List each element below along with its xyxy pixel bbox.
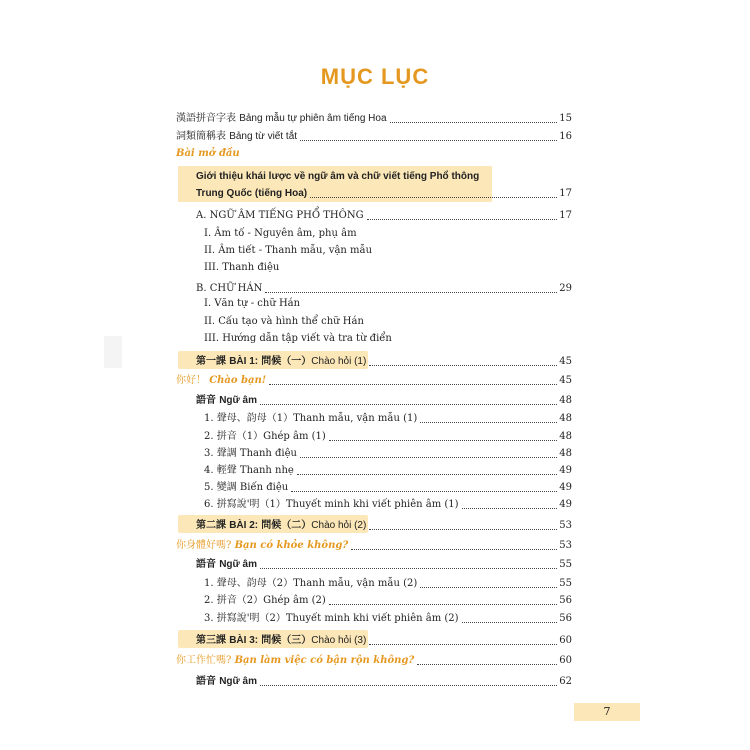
- entry-vietnamese: Bảng từ viết tắt: [229, 131, 298, 142]
- lesson-title-vn: Chào hỏi (2): [311, 520, 367, 531]
- dot-leader: [329, 440, 557, 441]
- toc-subentry[interactable]: [204, 462, 572, 478]
- dot-leader: [300, 457, 557, 458]
- page-ref: 16: [559, 131, 572, 142]
- lesson-title-vn: Chào hỏi (1): [311, 356, 367, 367]
- text-title-cn: 你工作忙嗎?: [176, 655, 232, 666]
- lesson-title-cn: 問候（二）: [261, 520, 312, 531]
- text-title-vn: Bạn làm việc có bận rộn không?: [234, 655, 415, 666]
- subentry-label: 3. 聲調 Thanh điệu: [204, 448, 297, 459]
- phonetics-cn: 語音: [196, 559, 216, 570]
- toc-entry-lesson-1[interactable]: [196, 353, 572, 369]
- toc-subentry[interactable]: [204, 410, 572, 426]
- dot-leader: [269, 384, 557, 385]
- phonetics-cn: 語音: [196, 676, 216, 687]
- page-ref: 45: [559, 375, 572, 386]
- page-ref: 60: [559, 655, 572, 666]
- toc-subentry[interactable]: I. Văn tự - chữ Hán: [204, 298, 301, 309]
- toc-subentry[interactable]: [204, 575, 572, 591]
- entry-chinese: 詞類簡稱表: [176, 131, 226, 142]
- page-ref: 15: [559, 113, 572, 124]
- lesson-number-cn: 第三課: [196, 635, 226, 646]
- toc-subentry[interactable]: [204, 496, 572, 512]
- page-ref: 53: [559, 540, 572, 551]
- toc-subentry[interactable]: [204, 479, 572, 495]
- page-ref: 56: [559, 595, 572, 606]
- section-a-label: A. NGỮ ÂM TIẾNG PHỔ THÔNG: [196, 210, 364, 221]
- subentry-label: 1. 聲母、韵母（1）Thanh mẫu, vận mẫu (1): [204, 413, 418, 424]
- page-ref: 62: [559, 676, 572, 687]
- lesson-title-cn: 問候（三）: [261, 635, 312, 646]
- toc-entry-lesson-3-text[interactable]: [176, 652, 572, 668]
- toc-subentry[interactable]: [204, 445, 572, 461]
- phonetics-vn: Ngữ âm: [219, 559, 257, 570]
- page-number: 7: [574, 703, 640, 721]
- toc-subentry[interactable]: [204, 428, 572, 444]
- toc-subentry[interactable]: I. Âm tố - Nguyên âm, phụ âm: [204, 228, 357, 239]
- entry-vietnamese: Bảng mẫu tự phiên âm tiếng Hoa: [239, 113, 387, 124]
- subentry-label: 4. 輕聲 Thanh nhẹ: [204, 465, 294, 476]
- page-ref: 53: [559, 520, 572, 531]
- page-ref: 45: [559, 356, 572, 367]
- dot-leader: [297, 474, 557, 475]
- page-ref: 48: [559, 431, 572, 442]
- text-title-cn: 你好！: [176, 375, 206, 386]
- toc-subentry[interactable]: III. Thanh điệu: [204, 262, 280, 273]
- dot-leader: [390, 122, 558, 123]
- subentry-label: 6. 拼寫說'明（1）Thuyết minh khi viết phiên âm (1): [204, 499, 459, 510]
- toc-entry-pinyin-table[interactable]: [176, 110, 572, 126]
- dot-leader: [310, 197, 557, 198]
- toc-entry-lesson-3[interactable]: [196, 632, 572, 648]
- dot-leader: [291, 491, 557, 492]
- dot-leader: [462, 622, 558, 623]
- side-mark: [104, 336, 122, 368]
- phonetics-cn: 語音: [196, 395, 216, 406]
- subentry-label: 3. 拼寫說'明（2）Thuyết minh khi viết phiên âm (2): [204, 613, 459, 624]
- dot-leader: [265, 292, 557, 293]
- dot-leader: [329, 604, 557, 605]
- toc-entry-section-b[interactable]: [196, 280, 572, 296]
- dot-leader: [300, 140, 557, 141]
- lesson-number-vn: BÀI 1:: [229, 356, 259, 367]
- intro-heading: Bài mở đầu: [176, 148, 240, 159]
- lesson-number-vn: BÀI 2:: [229, 520, 259, 531]
- dot-leader: [369, 529, 557, 530]
- dot-leader: [369, 644, 557, 645]
- entry-chinese: 漢語拼音字表: [176, 113, 236, 124]
- lesson-number-cn: 第一課: [196, 356, 226, 367]
- lesson-number-cn: 第二課: [196, 520, 226, 531]
- toc-entry-section-a[interactable]: [196, 207, 572, 223]
- toc-subentry[interactable]: III. Hướng dẫn tập viết và tra từ điển: [204, 333, 392, 344]
- dot-leader: [260, 685, 557, 686]
- toc-subentry[interactable]: [204, 592, 572, 608]
- page-ref: 55: [559, 559, 572, 570]
- page-ref: 49: [559, 482, 572, 493]
- subentry-label: 1. 聲母、韵母（2）Thanh mẫu, vận mẫu (2): [204, 578, 418, 589]
- page-ref: 49: [559, 499, 572, 510]
- dot-leader: [462, 508, 558, 509]
- phonetics-vn: Ngữ âm: [219, 676, 257, 687]
- toc-entry-lesson-2[interactable]: [196, 517, 572, 533]
- dot-leader: [367, 219, 558, 220]
- text-title-cn: 你身體好嗎?: [176, 540, 232, 551]
- toc-subentry[interactable]: [204, 610, 572, 626]
- page-ref: 48: [559, 413, 572, 424]
- page-title: MỤC LỤC: [320, 64, 430, 89]
- dot-leader: [260, 568, 557, 569]
- intro-title-line1: Giới thiệu khái lược về ngữ âm và chữ viết tiếng Phổ thông: [196, 171, 480, 182]
- page-ref: 55: [559, 578, 572, 589]
- page-ref: 60: [559, 635, 572, 646]
- subentry-label: 2. 拼音（2）Ghép âm (2): [204, 595, 326, 606]
- dot-leader: [417, 664, 557, 665]
- dot-leader: [260, 404, 557, 405]
- page-ref: 17: [559, 188, 572, 199]
- dot-leader: [351, 549, 557, 550]
- toc-entry-intro[interactable]: [196, 185, 572, 201]
- dot-leader: [420, 422, 557, 423]
- page-ref: 49: [559, 465, 572, 476]
- toc-subentry[interactable]: II. Cấu tạo và hình thể chữ Hán: [204, 316, 364, 327]
- intro-title-line2: Trung Quốc (tiếng Hoa): [196, 188, 308, 199]
- lesson-number-vn: BÀI 3:: [229, 635, 259, 646]
- text-title-vn: Bạn có khỏe không?: [234, 540, 349, 551]
- page-ref: 56: [559, 613, 572, 624]
- toc-entry-lesson-1-text[interactable]: [176, 372, 572, 388]
- toc-entry-lesson-2-text[interactable]: [176, 537, 572, 553]
- toc-entry-lesson-3-phonetics[interactable]: [196, 673, 572, 689]
- page-ref: 17: [559, 210, 572, 221]
- toc-entry-lesson-1-phonetics[interactable]: [196, 392, 572, 408]
- dot-leader: [420, 587, 557, 588]
- toc-entry-lesson-2-phonetics[interactable]: [196, 556, 572, 572]
- page-ref: 29: [559, 283, 572, 294]
- toc-entry-abbrev-table[interactable]: [176, 128, 572, 144]
- page-ref: 48: [559, 448, 572, 459]
- subentry-label: 5. 變調 Biến điệu: [204, 482, 289, 493]
- lesson-title-vn: Chào hỏi (3): [311, 635, 367, 646]
- dot-leader: [369, 365, 557, 366]
- phonetics-vn: Ngữ âm: [219, 395, 257, 406]
- page-ref: 48: [559, 395, 572, 406]
- text-title-vn: Chào bạn!: [209, 375, 267, 386]
- lesson-title-cn: 問候（一）: [261, 356, 312, 367]
- subentry-label: 2. 拼音（1）Ghép âm (1): [204, 431, 326, 442]
- section-b-label: B. CHỮ HÁN: [196, 283, 263, 294]
- toc-subentry[interactable]: II. Âm tiết - Thanh mẫu, vận mẫu: [204, 245, 373, 256]
